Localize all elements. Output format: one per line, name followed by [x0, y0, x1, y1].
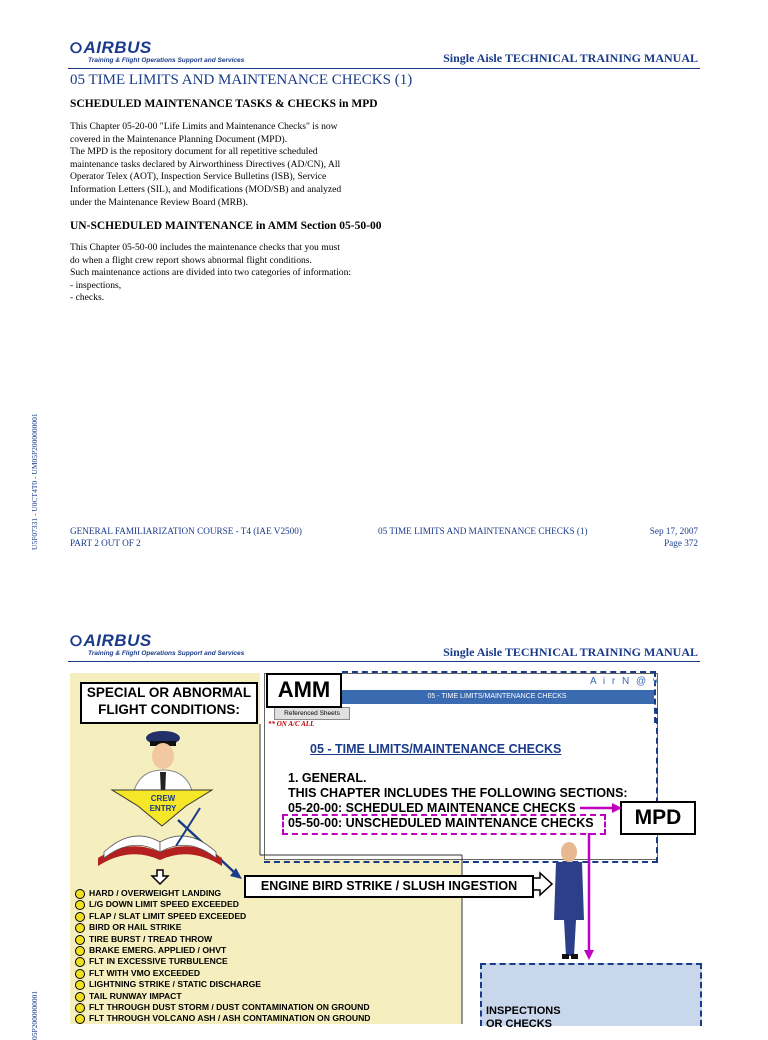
list-item: [75, 945, 371, 956]
para-line: Information Letters (SIL), and Modifications (MOD/SB) and analyzed: [70, 183, 342, 195]
amm-line-scheduled: 05-20-00: SCHEDULED MAINTENANCE CHECKS: [288, 801, 576, 815]
para-line: maintenance tasks declared by Airworthiness Directives (AD/CN), All: [70, 158, 341, 170]
logo-tagline: Training & Flight Operations Support and Services: [88, 650, 245, 657]
arrow-head-icon: [584, 950, 594, 960]
conditions-title-line: SPECIAL OR ABNORMAL: [86, 685, 252, 700]
bullet-icon: [75, 900, 85, 910]
list-item: [75, 888, 371, 899]
amm-heading: 05 - TIME LIMITS/MAINTENANCE CHECKS: [310, 742, 562, 756]
manual-title: Single Aisle TECHNICAL TRAINING MANUAL: [443, 645, 698, 659]
side-code-text: 05P2000000001: [30, 990, 39, 1040]
engine-bird-strike-box: ENGINE BIRD STRIKE / SLUSH INGESTION: [244, 875, 534, 898]
list-item: [75, 1002, 371, 1013]
condition-text: TAIL RUNWAY IMPACT: [89, 990, 182, 1001]
side-code-text: U5F07331 - U0CT4T0 - UM05P2000000001: [30, 413, 39, 550]
inspections-line: INSPECTIONS: [486, 1005, 561, 1017]
para-line: Operator Telex (AOT), Inspection Service Bulletins (ISB), Service: [70, 171, 327, 183]
logo-word: AIRBUS: [83, 38, 152, 57]
heading-unscheduled: UN-SCHEDULED MAINTENANCE in AMM Section 05-50-00: [70, 220, 382, 232]
para-line: - checks.: [70, 292, 105, 304]
on-ac-label: ** ON A/C ALL: [268, 720, 315, 728]
bullet-icon: [75, 912, 85, 922]
bullet-icon: [75, 935, 85, 945]
list-item: [75, 934, 371, 945]
crew-entry-line: ENTRY: [149, 804, 177, 813]
airbus-swoosh-icon: ⭘: [70, 40, 83, 57]
condition-text: BIRD OR HAIL STRIKE: [89, 922, 182, 933]
para-line: Such maintenance actions are divided into two categories of information:: [70, 267, 352, 279]
condition-text: FLT WITH VMO EXCEEDED: [89, 967, 201, 978]
footer-part: PART 2 OUT OF 2: [70, 538, 141, 548]
crew-entry-line: CREW: [150, 794, 176, 803]
bullet-icon: [75, 1014, 85, 1024]
footer-page: Page 372: [664, 538, 698, 548]
list-item: [75, 968, 371, 979]
para-line: - inspections,: [70, 279, 122, 291]
amm-title-bar: 05 - TIME LIMITS/MAINTENANCE CHECKS: [340, 690, 654, 704]
para-line: do when a flight crew report shows abnormal flight conditions.: [70, 254, 312, 266]
amm-line-unscheduled: 05-50-00: UNSCHEDULED MAINTENANCE CHECKS: [288, 816, 594, 830]
bullet-icon: [75, 992, 85, 1002]
condition-text: TIRE BURST / TREAD THROW: [89, 933, 213, 944]
para-line: This Chapter 05-20-00 "Life Limits and Maintenance Checks" is now: [70, 121, 338, 132]
logo-tagline: Training & Flight Operations Support and Services: [88, 57, 245, 64]
conditions-list: [75, 888, 371, 1025]
airbus-swoosh-icon: ⭘: [70, 633, 83, 650]
para-line: The MPD is the repository document for all repetitive scheduled: [70, 146, 318, 158]
list-item: [75, 956, 371, 967]
condition-text: FLAP / SLAT LIMIT SPEED EXCEEDED: [89, 910, 247, 921]
bullet-icon: [75, 889, 85, 899]
section-title: 05 TIME LIMITS AND MAINTENANCE CHECKS (1): [70, 72, 413, 88]
airnav-brand: A i r N @ v: [590, 676, 660, 687]
manual-title: Single Aisle TECHNICAL TRAINING MANUAL: [443, 51, 698, 65]
list-item: [75, 1013, 371, 1024]
heading-scheduled: SCHEDULED MAINTENANCE TASKS & CHECKS in MPD: [70, 98, 378, 110]
bullet-icon: [75, 980, 85, 990]
crew-entry-label: [148, 794, 178, 814]
para-line: This Chapter 05-50-00 includes the maintenance checks that you must: [70, 242, 340, 253]
list-item: [75, 911, 371, 922]
bullet-icon: [75, 969, 85, 979]
bullet-icon: [75, 946, 85, 956]
condition-text: L/G DOWN LIMIT SPEED EXCEEDED: [89, 899, 239, 910]
inspections-line: OR CHECKS: [486, 1018, 553, 1030]
condition-text: LIGHTNING STRIKE / STATIC DISCHARGE: [89, 979, 262, 990]
arrow-head-icon: [612, 803, 622, 813]
mechanic-illustration: [554, 842, 584, 959]
bullet-icon: [75, 923, 85, 933]
condition-text: HARD / OVERWEIGHT LANDING: [89, 888, 222, 898]
condition-text: FLT IN EXCESSIVE TURBULENCE: [89, 956, 228, 967]
inspections-label: [486, 1005, 561, 1031]
condition-text: FLT THROUGH VOLCANO ASH / ASH CONTAMINATION ON GROUND: [89, 1013, 371, 1024]
conditions-title-line: FLIGHT CONDITIONS:: [98, 702, 240, 717]
footer-date: Sep 17, 2007: [649, 526, 698, 536]
mpd-label-box: MPD: [620, 801, 696, 835]
amm-line-general: 1. GENERAL.: [288, 771, 367, 785]
list-item: [75, 991, 371, 1002]
condition-text: FLT THROUGH DUST STORM / DUST CONTAMINATION ON GROUND: [89, 1001, 370, 1012]
para-line: under the Maintenance Review Board (MRB).: [70, 196, 248, 208]
amm-label-box: AMM: [266, 673, 342, 708]
amm-line-sections: THIS CHAPTER INCLUDES THE FOLLOWING SECTIONS:: [288, 786, 628, 800]
footer-course: GENERAL FAMILIARIZATION COURSE - T4 (IAE V2500): [70, 526, 302, 536]
bullet-icon: [75, 957, 85, 967]
bullet-icon: [75, 1003, 85, 1013]
list-item: [75, 979, 371, 990]
list-item: [75, 899, 371, 910]
condition-text: BRAKE EMERG. APPLIED / OHVT: [89, 944, 227, 955]
referenced-sheets-button[interactable]: Referenced Sheets: [274, 707, 350, 720]
down-arrow-icon: [152, 870, 168, 884]
logo-word: AIRBUS: [83, 631, 152, 650]
list-item: [75, 922, 371, 933]
footer-chapter: 05 TIME LIMITS AND MAINTENANCE CHECKS (1): [378, 526, 588, 536]
para-line: covered in the Maintenance Planning Document (MPD).: [70, 133, 288, 145]
